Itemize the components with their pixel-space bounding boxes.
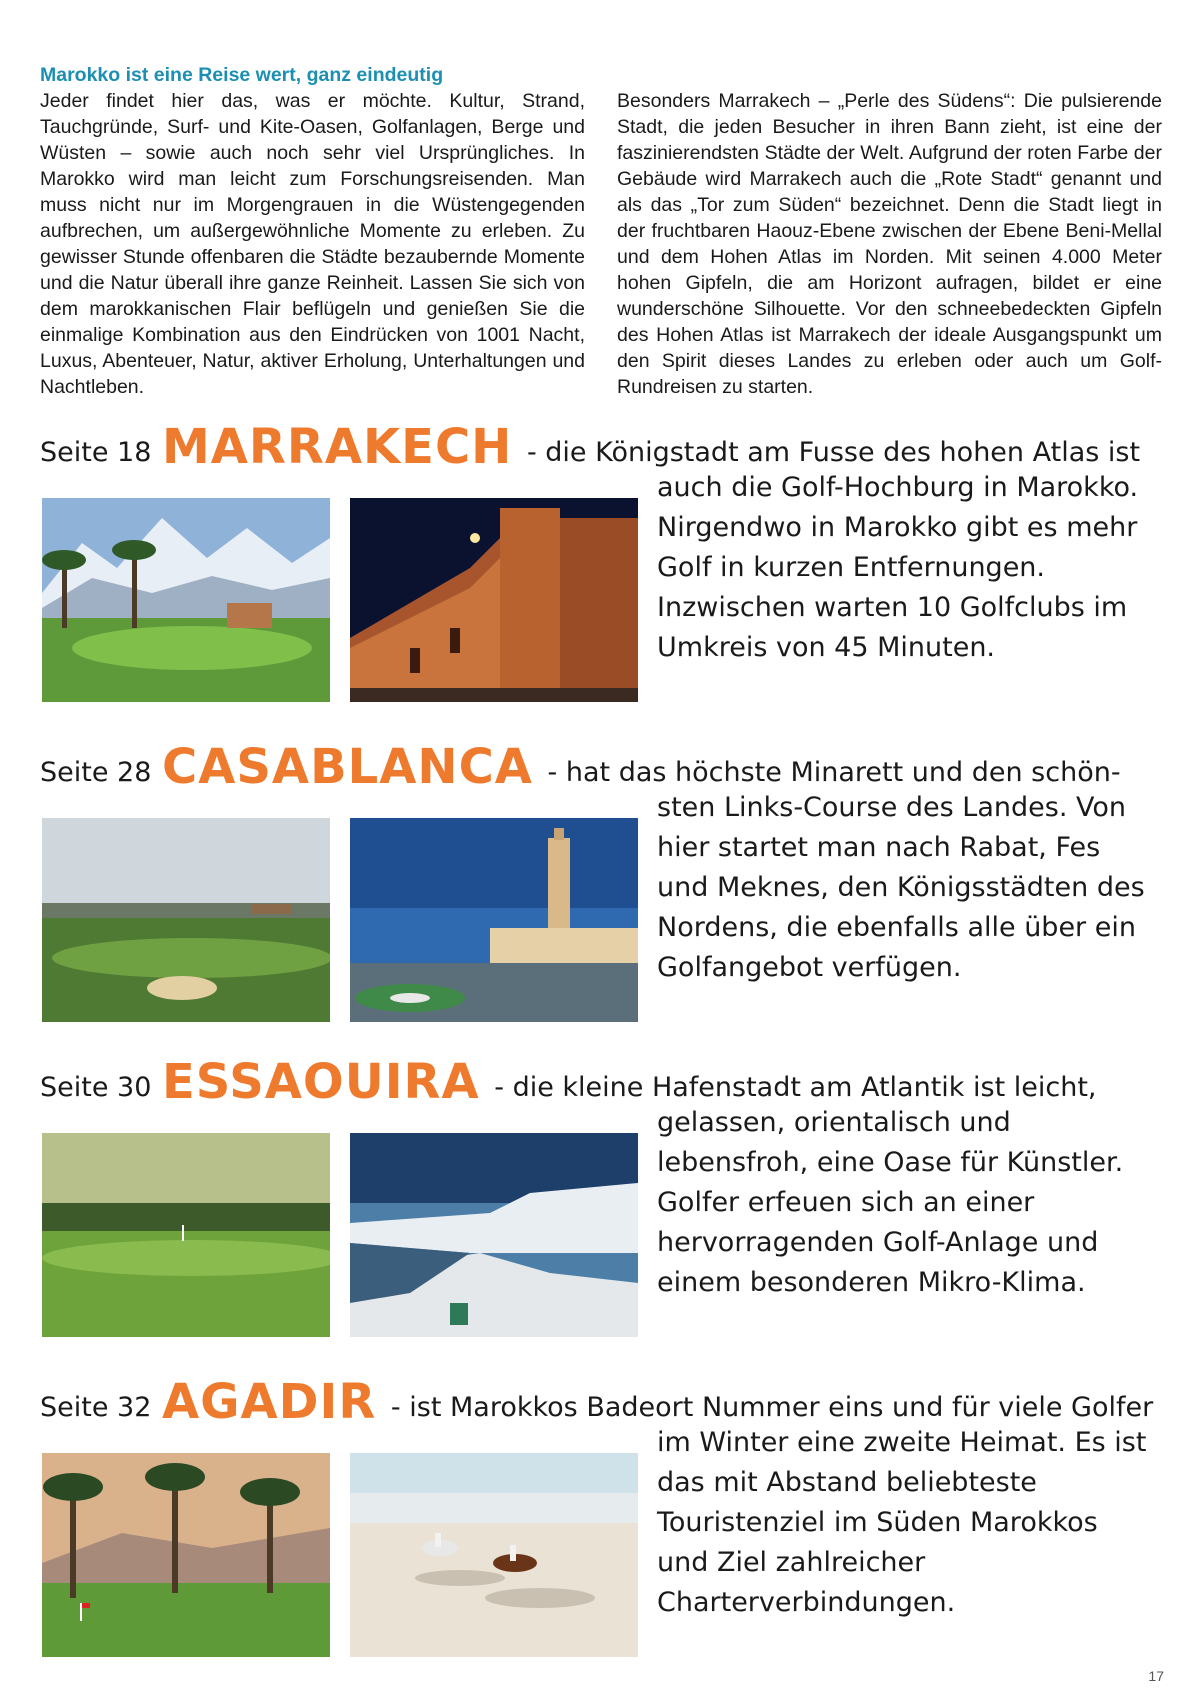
section-lead: - die Königstadt am Fusse des hohen Atlas ist (518, 437, 1141, 468)
section-casablanca (40, 739, 1162, 1020)
page-reference: Seite 32 (40, 1392, 152, 1423)
photo-essaouira-golf (42, 1133, 330, 1337)
page-reference: Seite 30 (40, 1072, 152, 1103)
section-lead: - hat das höchste Minarett und den schön- (538, 757, 1121, 788)
photo-golf-atlas (42, 498, 330, 702)
intro-left-column (40, 62, 585, 400)
section-marrakech (40, 419, 1162, 700)
section-lead: - ist Marokkos Badeort Nummer eins und für viele Golfer (382, 1392, 1154, 1423)
photo-links-course (42, 818, 330, 1022)
intro-left-text: Jeder findet hier das, was er möchte. Kultur, Strand, Tauchgründe, Surf- und Kite-Oasen, Golfanlagen, Berge und Wüsten – sowie auch noch sehr viel Ursprüngliches. In Marokko wird man leicht zum Forschungsreisenden. Man muss nicht nur im Morgengrauen in die Wüstengegenden aufbrechen, um außergewöhnliche Momente zu erleben. Zu gewisser Stunde offenbaren die Städte bezaubernde Momente und die Natur überall ihre ganze Reinheit. Lassen Sie sich von dem marokkanischen Flair beflügeln und genießen Sie die einmalige Kombination aus den Eindrücken von 1001 Nacht, Luxus, Abenteuer, Natur, aktiver Erholung, Unterhaltungen und Nachtleben. (40, 90, 585, 398)
page-reference: Seite 28 (40, 757, 152, 788)
section-title (40, 739, 1121, 795)
intro-right-column (617, 62, 1162, 400)
city-name: ESSAOUIRA (161, 1054, 480, 1110)
city-name: MARRAKECH (161, 419, 513, 475)
section-body: sten Links-Course des Landes. Von hier startet man nach Rabat, Fes und Meknes, den Königsstädten des Nordens, die ebenfalls alle über ein Golfangebot verfügen. (657, 792, 1145, 983)
section-body: im Winter eine zweite Heimat. Es ist das mit Abstand beliebteste Touristenziel im Süden Marokkos und Ziel zahlreicher Charterverbindungen. (657, 1427, 1147, 1618)
city-name: AGADIR (161, 1374, 377, 1430)
section-title (40, 419, 1141, 475)
photo-hassan-mosque (350, 818, 638, 1022)
section-title (40, 1054, 1097, 1110)
intro-right-spacer (617, 62, 1162, 88)
section-lead: - die kleine Hafenstadt am Atlantik ist leicht, (485, 1072, 1097, 1103)
city-name: CASABLANCA (161, 739, 533, 795)
section-title (40, 1374, 1154, 1430)
section-body: auch die Golf-Hochburg in Marokko. Nirgendwo in Marokko gibt es mehr Golf in kurzen Entfernungen. Inzwischen warten 10 Golfclubs im Umkreis von 45 Minuten. (657, 472, 1139, 663)
page-number: 17 (1148, 1668, 1164, 1684)
photo-marrakech-night (350, 498, 638, 702)
section-agadir (40, 1374, 1162, 1675)
section-essaouira (40, 1054, 1162, 1335)
photo-agadir-palms (42, 1453, 330, 1657)
intro-right-text: Besonders Marrakech – „Perle des Südens“: Die pulsierende Stadt, die jeden Besucher in ihren Bann zieht, ist eine der faszinierendsten Städte der Welt. Aufgrund der roten Farbe der Gebäude wird Marrakech auch die „Rote Stadt“ genannt und als das „Tor zum Süden“ bezeichnet. Denn die Stadt liegt in der fruchtbaren Haouz-Ebene zwischen der Ebene Beni-Mellal und dem Hohen Atlas im Norden. Mit seinen 4.000 Meter hohen Gipfeln, die am Horizont aufragen, bildet er eine wunderschöne Silhouette. Vor den schneebedeckten Gipfeln des Hohen Atlas ist Marrakech der ideale Ausgangspunkt um den Spirit dieses Landes zu erleben oder auch um Golf-Rundreisen zu starten. (617, 90, 1162, 398)
section-body: gelassen, orientalisch und lebensfroh, eine Oase für Künstler. Golfer erfeuen sich an einer hervorragenden Golf-Anlage und einem besonderen Mikro-Klima. (657, 1107, 1124, 1298)
photo-essaouira-harbour (350, 1133, 638, 1337)
page-reference: Seite 18 (40, 437, 152, 468)
intro-heading: Marokko ist eine Reise wert, ganz eindeutig (40, 64, 444, 86)
photo-beach-horses (350, 1453, 638, 1657)
